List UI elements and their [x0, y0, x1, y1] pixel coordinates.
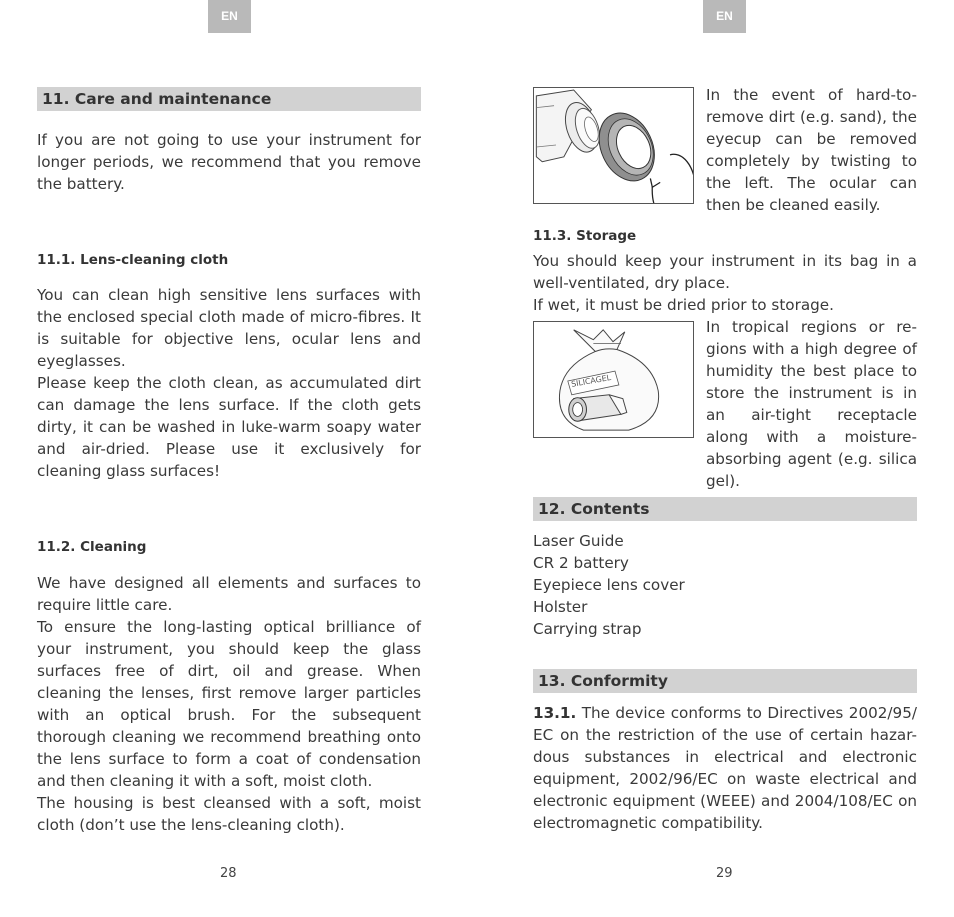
list-item: Laser Guide — [533, 532, 624, 550]
list-item: Eyepiece lens cover — [533, 576, 685, 594]
list-item: CR 2 battery — [533, 554, 629, 572]
language-tab: EN — [703, 0, 746, 33]
eyecup-illustration — [533, 87, 694, 204]
language-tab: EN — [208, 0, 251, 33]
section-heading-contents: 12. Contents — [533, 497, 917, 521]
subheading-cleaning: 11.2. Cleaning — [37, 539, 147, 555]
page-number-right: 29 — [716, 866, 733, 881]
list-item: Holster — [533, 598, 588, 616]
section-heading-conformity: 13. Conformity — [533, 669, 917, 693]
lens-cloth-text-2: Please keep the cloth clean, as accumulated dirt can damage the lens surface. If the cloth gets dirty, it can be washed in luke-warm soapy water and air-dried. Please use it exclusively for cleaning glass surfaces! — [37, 374, 421, 480]
cleaning-text-1: We have designed all elements and surfaces to require little care. — [37, 574, 421, 614]
tropical-text: In tropical regions or re-gions with a high degree of humidity the best place to store the instrument is in an air-tight receptacle along with a moisture-absorbing agent (e.g. silica gel). — [706, 318, 917, 490]
cleaning-text-2: To ensure the long-lasting optical brilliance of your instrument, you should keep the glass surfaces free of dirt, oil and grease. When cleaning the lenses, first remove larger particles with an optical brush. For the subsequent thorough cleaning we recommend breathing onto the lens surface to form a coat of condensation and then cleaning it with a soft, moist cloth. — [37, 618, 421, 790]
storage-paragraph — [533, 250, 917, 316]
subheading-storage: 11.3. Storage — [533, 228, 637, 244]
eyecup-paragraph — [706, 84, 917, 216]
lens-cloth-text-1: You can clean high sensitive lens surfaces with the enclosed special cloth made of micro-fibres. It is suitable for objective lens, ocular lens and eyeglasses. — [37, 286, 421, 370]
cleaning-paragraph — [37, 572, 421, 836]
list-item: Carrying strap — [533, 620, 642, 638]
intro-paragraph — [37, 129, 421, 195]
lens-cloth-paragraph — [37, 284, 421, 482]
storage-text-1: You should keep your instrument in its bag in a well-ventilated, dry place. — [533, 252, 917, 292]
silica-gel-illustration — [533, 321, 694, 438]
contents-list — [533, 530, 685, 640]
page-number-left: 28 — [220, 866, 237, 881]
cleaning-text-3: The housing is best cleansed with a soft, moist cloth (don’t use the lens-cleaning cloth). — [37, 794, 421, 834]
intro-text: If you are not going to use your instrument for longer periods, we recommend that you remove the battery. — [37, 131, 421, 193]
section-heading-care: 11. Care and maintenance — [37, 87, 421, 111]
conformity-text — [533, 702, 917, 834]
subheading-lens-cloth: 11.1. Lens-cleaning cloth — [37, 252, 229, 268]
eyecup-text: In the event of hard-to-remove dirt (e.g. sand), the eyecup can be removed completely by twisting to the left. The ocular can then be cleaned easily. — [706, 86, 917, 214]
storage-text-2: If wet, it must be dried prior to storage. — [533, 296, 834, 314]
conformity-paragraph — [533, 702, 917, 834]
tropical-paragraph — [706, 316, 917, 492]
silica-bag-drawing — [534, 322, 693, 437]
silica-label: SILICAGEL — [570, 373, 612, 389]
eyecup-drawing — [534, 88, 693, 203]
conformity-body: The device conforms to Directives 2002/95/ EC on the restriction of the use of certain hazar-dous substances in electrical and electronic equipment, 2002/96/EC on waste electrical and electronic equipment (WEEE) and 2004/108/EC on electromagnetic compatibility. — [533, 704, 917, 832]
conformity-number: 13.1. — [533, 704, 577, 722]
